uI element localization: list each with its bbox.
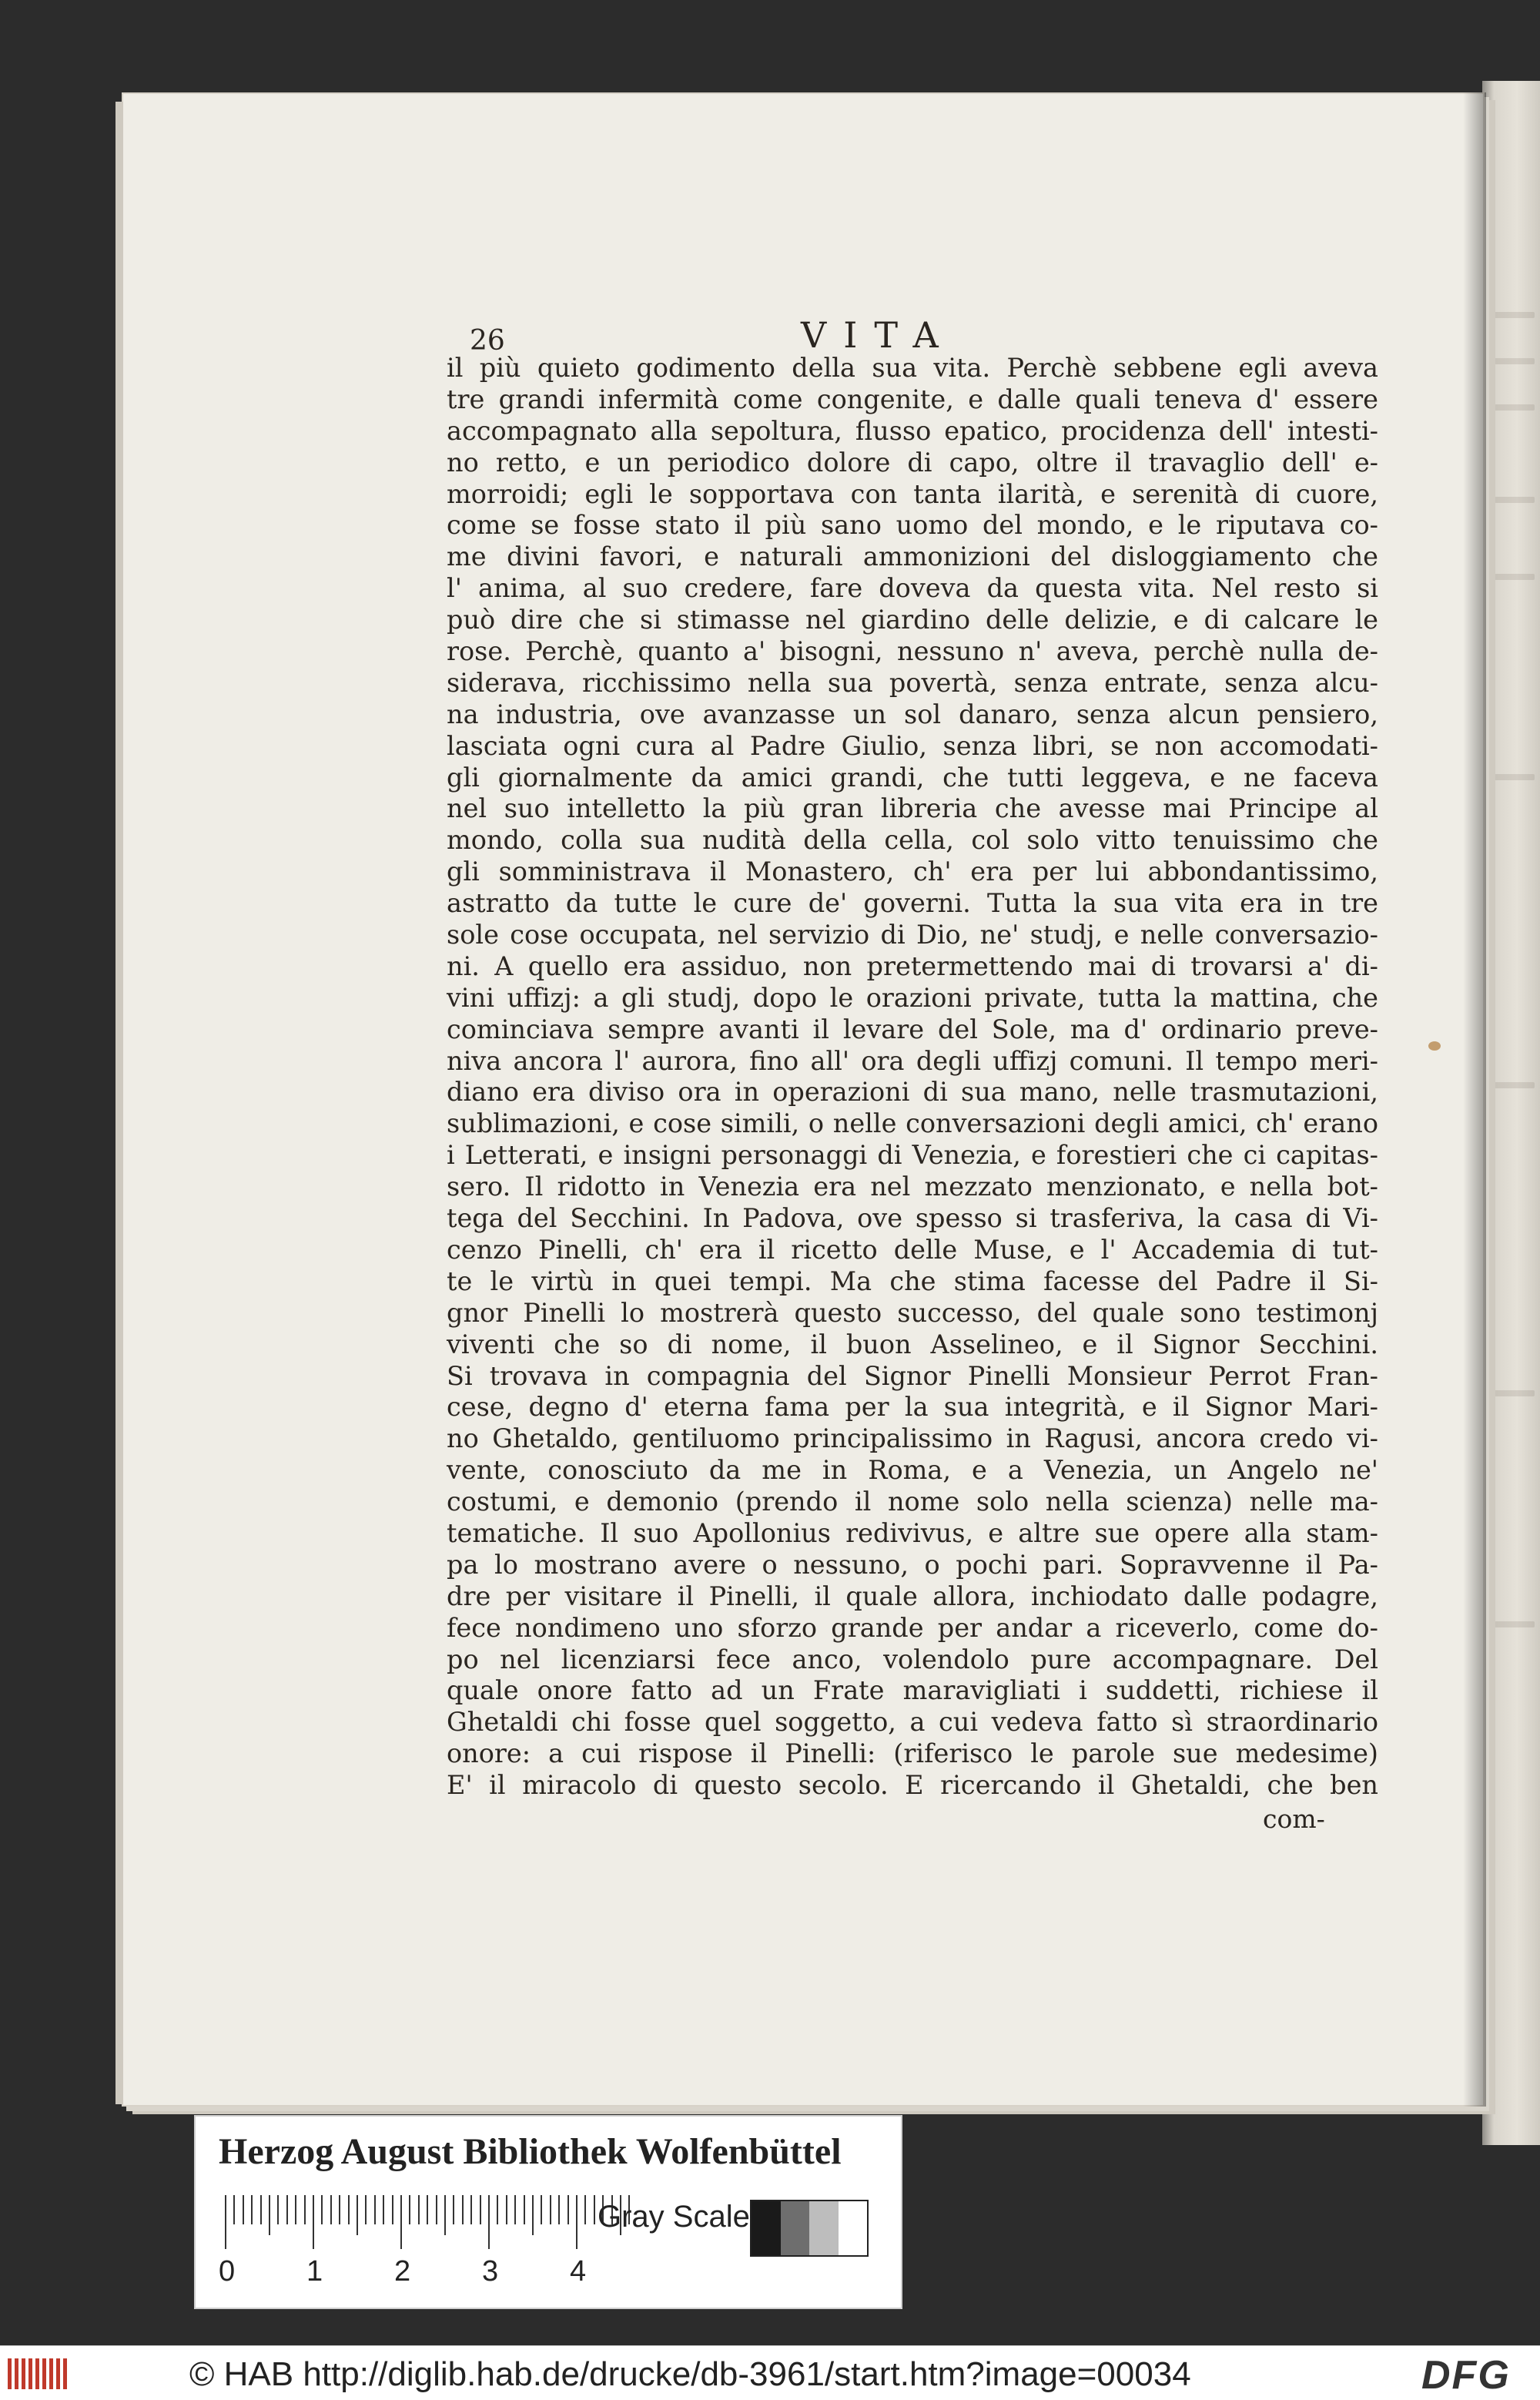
ruler-tick xyxy=(374,2195,376,2224)
dfg-logo: DFG xyxy=(1421,2353,1511,2398)
ruler-tick xyxy=(558,2195,560,2224)
ruler-tick xyxy=(567,2195,569,2224)
text-line: vini uffizj: a gli studj, dopo le orazioni private, tutta la mattina, che xyxy=(447,982,1378,1013)
text-line: viventi che so di nome, il buon Asselineo, e il Signor Secchini. xyxy=(447,1329,1378,1359)
ruler-tick xyxy=(277,2195,279,2224)
text-line: siderava, ricchissimo nella sua povertà, senza entrate, senza alcu- xyxy=(447,667,1378,698)
ruler-number: 2 xyxy=(394,2255,411,2288)
ruler-tick xyxy=(532,2195,534,2235)
ruler-tick xyxy=(313,2195,314,2249)
ruler-tick xyxy=(444,2195,446,2235)
paper-stain xyxy=(1428,1041,1441,1051)
body-text xyxy=(447,353,1378,1802)
ruler-tick xyxy=(260,2195,262,2224)
text-line: gnor Pinelli lo mostrerà questo successo, del quale sono testimonj xyxy=(447,1297,1378,1328)
text-line: te le virtù in quei tempi. Ma che stima facesse del Padre il Si- xyxy=(447,1265,1378,1296)
text-line: nel suo intelletto la più gran libreria che avesse mai Principe al xyxy=(447,793,1378,824)
ruler-tick xyxy=(576,2195,578,2249)
spine-shadow xyxy=(1463,92,1486,2107)
ruler-tick xyxy=(470,2195,472,2224)
text-line: ni. A quello era assiduo, non pretermettendo mai di trovarsi a' di- xyxy=(447,950,1378,981)
text-line: cominciava sempre avanti il levare del Sole, ma d' ordinario preve- xyxy=(447,1014,1378,1044)
ruler-tick xyxy=(286,2195,288,2224)
text-line: morroidi; egli le sopportava con tanta ilarità, e serenità di cuore, xyxy=(447,478,1378,509)
text-line: Ghetaldi chi fosse quel soggetto, a cui vedeva fatto sì straordinario xyxy=(447,1707,1378,1738)
text-line: come se fosse stato il più sano uomo del mondo, e le riputava co- xyxy=(447,510,1378,541)
text-line: sole cose occupata, nel servizio di Dio, ne' studj, e nelle conversazio- xyxy=(447,920,1378,950)
gray-patch xyxy=(781,2201,810,2255)
text-line: cese, degno d' eterna fama per la sua integrità, e il Signor Mari- xyxy=(447,1392,1378,1423)
text-line: l' anima, al suo credere, fare doveva da questa vita. Nel resto si xyxy=(447,573,1378,604)
ruler-tick xyxy=(514,2195,516,2224)
ruler-tick xyxy=(243,2195,244,2224)
ruler-tick xyxy=(392,2195,393,2224)
ruler-tick xyxy=(295,2195,296,2224)
ruler-tick xyxy=(497,2195,498,2224)
ruler-tick xyxy=(357,2195,358,2235)
ruler-tick xyxy=(436,2195,437,2224)
ruler-tick xyxy=(541,2195,542,2224)
text-line: dre per visitare il Pinelli, il quale allora, inchiodato dalle podagre, xyxy=(447,1580,1378,1611)
text-line: me divini favori, e naturali ammonizioni del disloggiamento che xyxy=(447,541,1378,572)
text-line: mondo, colla sua nudità della cella, col solo vitto tenuissimo che xyxy=(447,825,1378,856)
text-line: Si trovava in compagnia del Signor Pinelli Monsieur Perrot Fran- xyxy=(447,1360,1378,1391)
ruler-tick xyxy=(524,2195,525,2224)
library-name: Herzog August Bibliothek Wolfenbüttel xyxy=(219,2131,842,2172)
text-line: na industria, ove avanzasse un sol danaro, senza alcun pensiero, xyxy=(447,699,1378,729)
footer-bar xyxy=(0,2345,1540,2400)
gray-scale-label: Gray Scale xyxy=(598,2200,750,2234)
color-reference-card xyxy=(194,2115,902,2309)
ruler-tick xyxy=(233,2195,235,2224)
text-line: rose. Perchè, quanto a' bisogni, nessuno n' aveva, perchè nulla de- xyxy=(447,636,1378,667)
text-line: può dire che si stimasse nel giardino delle delizie, e di calcare le xyxy=(447,605,1378,635)
text-line: i Letterati, e insigni personaggi di Venezia, e forestieri che ci capitas- xyxy=(447,1140,1378,1171)
text-line: tematiche. Il suo Apollonius redivivus, e altre sue opere alla stam- xyxy=(447,1517,1378,1548)
ruler-tick xyxy=(225,2195,226,2249)
ruler-tick xyxy=(304,2195,306,2224)
ruler-tick xyxy=(550,2195,551,2224)
gray-patch xyxy=(809,2201,839,2255)
ruler-tick xyxy=(462,2195,464,2224)
adjacent-page-edge xyxy=(1482,81,1540,2145)
ruler-tick xyxy=(584,2195,586,2224)
ruler-number: 4 xyxy=(570,2255,587,2288)
ruler-tick xyxy=(418,2195,420,2224)
ruler-tick xyxy=(339,2195,340,2224)
gray-patch xyxy=(752,2201,781,2255)
ruler-tick xyxy=(488,2195,490,2249)
text-line: fece nondimeno uno sforzo grande per andar a riceverlo, come do- xyxy=(447,1612,1378,1643)
text-line: vente, conosciuto da me in Roma, e a Venezia, un Angelo ne' xyxy=(447,1455,1378,1486)
text-line: lasciata ogni cura al Padre Giulio, senza libri, se non accomodati- xyxy=(447,730,1378,761)
ruler-tick xyxy=(427,2195,428,2224)
ruler-tick xyxy=(251,2195,253,2224)
text-line: sublimazioni, e cose simili, o nelle conversazioni degli amici, ch' erano xyxy=(447,1108,1378,1139)
ruler-tick xyxy=(348,2195,350,2224)
ruler-number: 1 xyxy=(306,2255,323,2288)
running-head: VITA xyxy=(801,314,956,356)
ruler-tick xyxy=(453,2195,454,2224)
ruler-tick xyxy=(480,2195,481,2224)
page-header xyxy=(470,310,1378,356)
text-line: diano era diviso ora in operazioni di sua mano, nelle trasmutazioni, xyxy=(447,1077,1378,1108)
barcode-icon xyxy=(8,2358,69,2389)
ruler-tick xyxy=(383,2195,384,2224)
text-line: sero. Il ridotto in Venezia era nel mezzato menzionato, e nella bot- xyxy=(447,1172,1378,1202)
ruler-tick xyxy=(400,2195,402,2249)
text-line: gli giornalmente da amici grandi, che tutti leggeva, e ne faceva xyxy=(447,762,1378,793)
text-line: niva ancora l' aurora, fino all' ora degli uffizj comuni. Il tempo meri- xyxy=(447,1045,1378,1076)
catchword: com- xyxy=(1263,1804,1325,1834)
text-line: accompagnato alla sepoltura, flusso epatico, procidenza dell' intesti- xyxy=(447,415,1378,446)
text-line: astratto da tutte le cure de' governi. Tutta la sua vita era in tre xyxy=(447,888,1378,919)
text-line: gli somministrava il Monastero, ch' era per lui abbondantissimo, xyxy=(447,856,1378,887)
ruler-tick xyxy=(594,2195,595,2224)
ruler-tick xyxy=(365,2195,367,2224)
text-line: onore: a cui rispose il Pinelli: (riferisco le parole sue medesime) xyxy=(447,1738,1378,1769)
text-line: cenzo Pinelli, ch' era il ricetto delle Muse, e l' Accademia di tut- xyxy=(447,1234,1378,1265)
ruler-tick xyxy=(409,2195,410,2224)
ruler-number: 0 xyxy=(219,2255,236,2288)
text-line: no retto, e un periodico dolore di capo, oltre il travaglio dell' e- xyxy=(447,447,1378,478)
text-line: pa lo mostrano avere o nessuno, o pochi pari. Sopravvenne il Pa- xyxy=(447,1549,1378,1580)
ruler-tick xyxy=(321,2195,323,2224)
footer-url[interactable]: © HAB http://diglib.hab.de/drucke/db-3961/start.htm?image=00034 xyxy=(189,2355,1191,2393)
page-number: 26 xyxy=(470,325,505,357)
text-line: costumi, e demonio (prendo il nome solo nella scienza) nelle ma- xyxy=(447,1487,1378,1517)
text-line: no Ghetaldo, gentiluomo principalissimo in Ragusi, ancora credo vi- xyxy=(447,1423,1378,1454)
gray-scale-patches xyxy=(750,2200,869,2257)
text-line: po nel licenziarsi fece anco, volendolo pure accompagnare. Del xyxy=(447,1644,1378,1674)
text-line: E' il miracolo di questo secolo. E ricercando il Ghetaldi, che ben xyxy=(447,1770,1378,1801)
ruler-number: 3 xyxy=(482,2255,499,2288)
text-line: tre grandi infermità come congenite, e dalle quali teneva d' essere xyxy=(447,384,1378,414)
ruler-tick xyxy=(330,2195,332,2224)
gray-patch xyxy=(839,2201,868,2255)
text-line: il più quieto godimento della sua vita. Perchè sebbene egli aveva xyxy=(447,353,1378,383)
ruler-tick xyxy=(506,2195,507,2224)
text-line: tega del Secchini. In Padova, ove spesso si trasferiva, la casa di Vi- xyxy=(447,1203,1378,1234)
ruler-tick xyxy=(269,2195,270,2235)
text-line: quale onore fatto ad un Frate maravigliati i suddetti, richiese il xyxy=(447,1675,1378,1706)
